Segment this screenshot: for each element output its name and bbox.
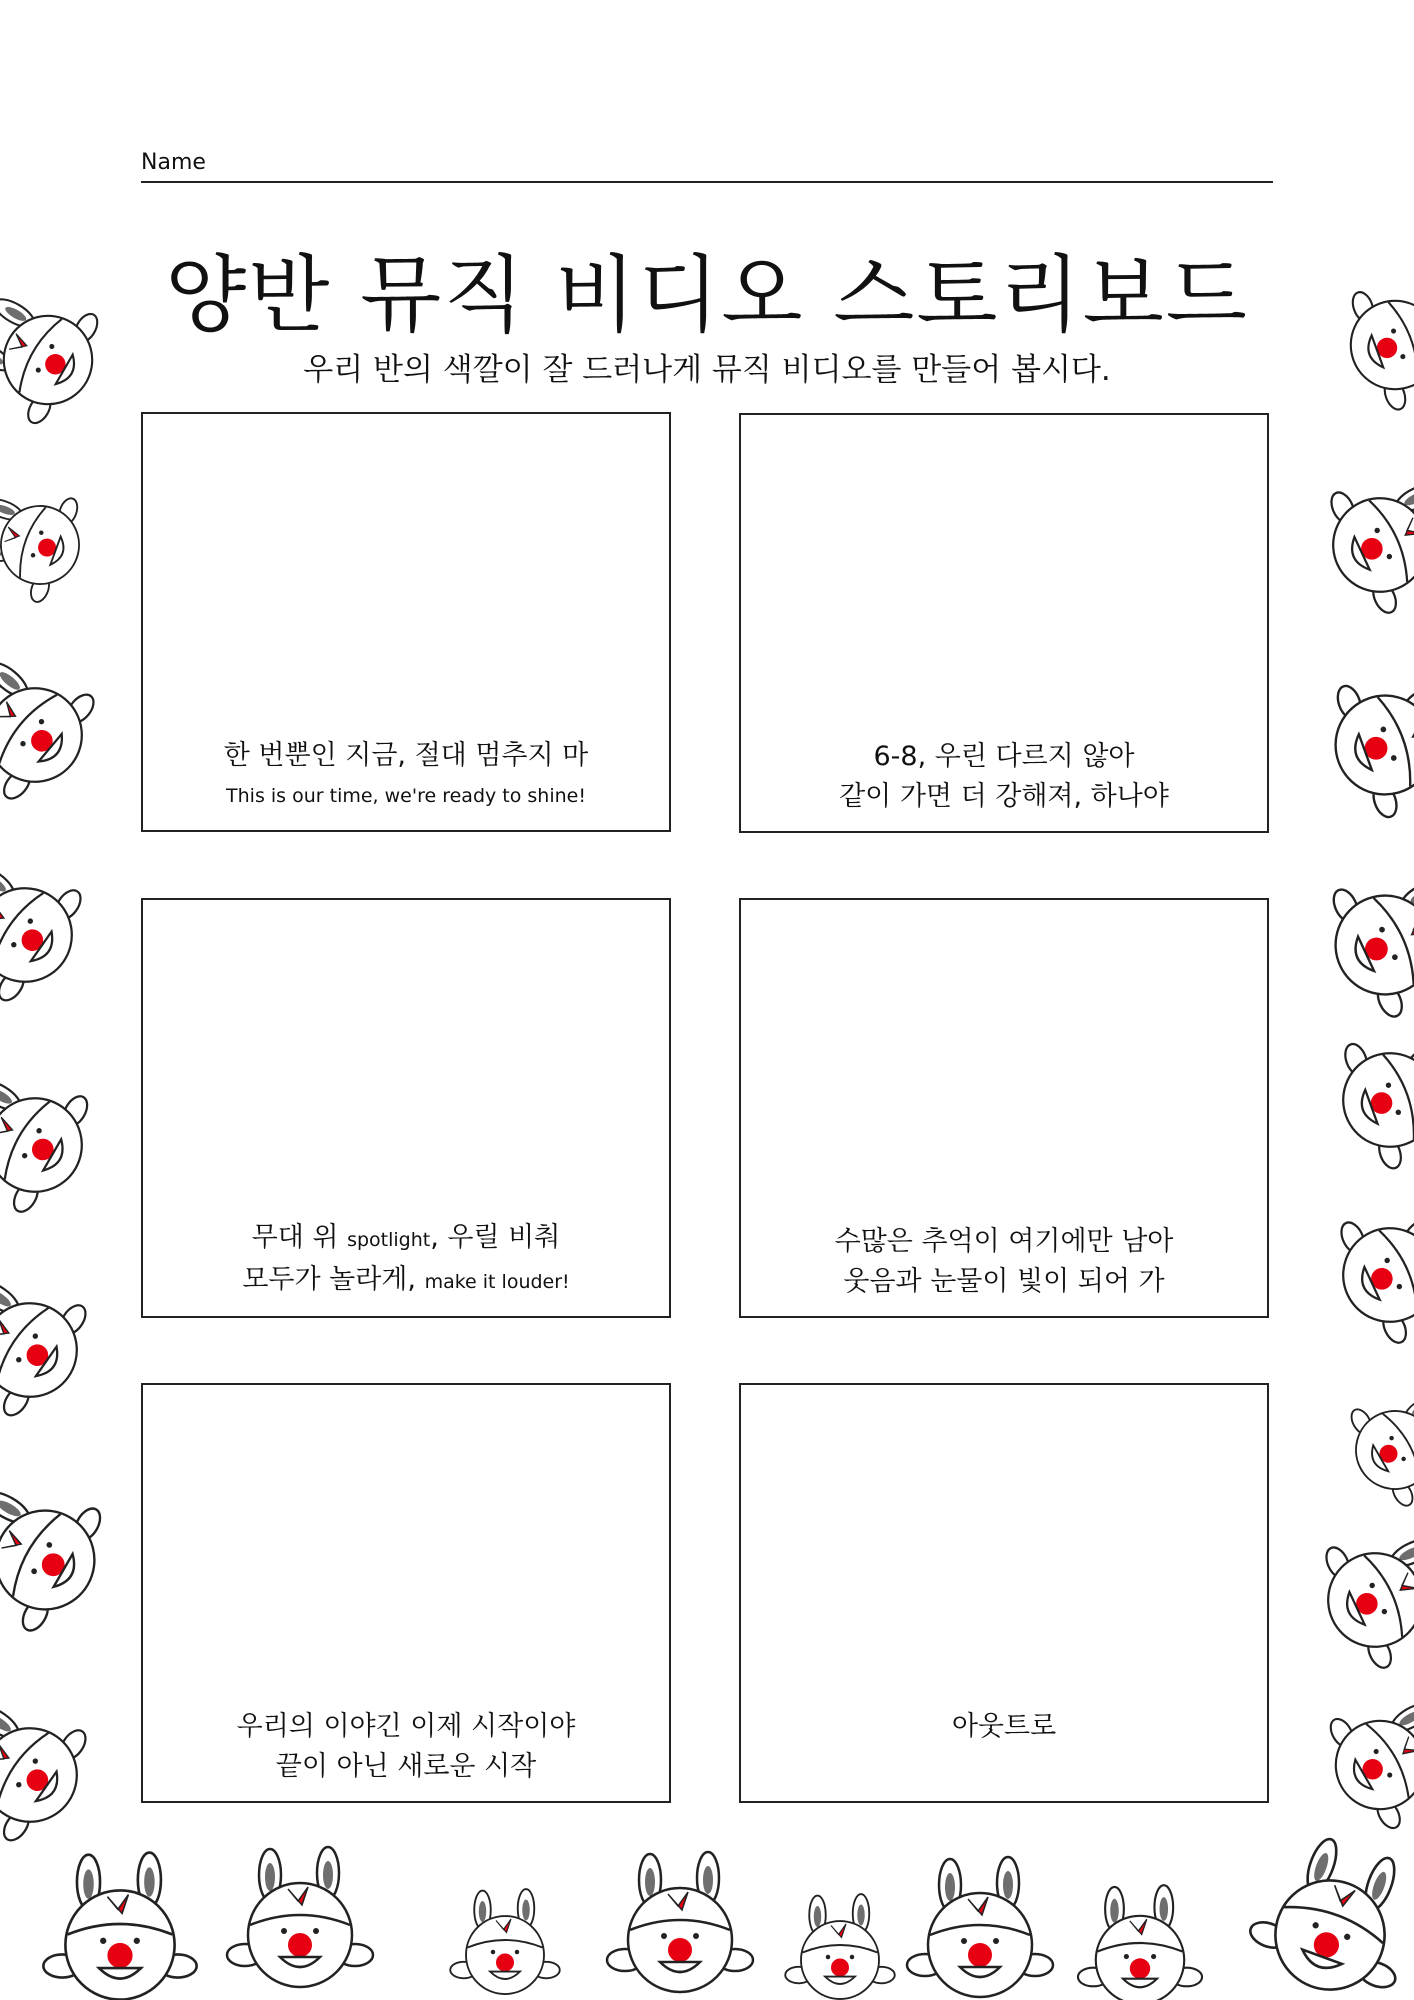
- caption-text: make it louder!: [424, 1271, 570, 1293]
- panel-caption: [741, 1222, 1267, 1302]
- page-title: 양반 뮤직 비디오 스토리보드: [165, 246, 1249, 344]
- caption-line-2: 끝이 아닌 새로운 시작: [275, 1751, 537, 1782]
- caption-line-1: 6-8, 우린 다르지 않아: [873, 741, 1135, 772]
- panel-caption: [143, 1707, 669, 1787]
- panel-caption: [143, 736, 669, 816]
- caption-line-1: 수많은 추억이 여기에만 남아: [834, 1226, 1174, 1257]
- caption-line-1: [143, 1218, 669, 1260]
- caption-line-2: This is our time, we're ready to shine!: [226, 785, 586, 807]
- caption-line-2: 같이 가면 더 강해져, 하나야: [839, 781, 1169, 812]
- page-subtitle: 우리 반의 색깔이 잘 드러나게 뮤직 비디오를 만들어 봅시다.: [303, 352, 1111, 388]
- storyboard-panel-3[interactable]: [141, 898, 671, 1318]
- panel-caption: [143, 1218, 669, 1302]
- panel-caption: [741, 737, 1267, 817]
- caption-line-2: 웃음과 눈물이 빛이 되어 가: [843, 1266, 1165, 1297]
- caption-text: spotlight: [347, 1229, 431, 1251]
- caption-text: 무대 위: [251, 1222, 348, 1253]
- name-label: Name: [141, 150, 206, 175]
- caption-text: 모두가 놀라게,: [242, 1264, 425, 1295]
- caption-line-1: 한 번뿐인 지금, 절대 멈추지 마: [223, 740, 589, 771]
- caption-text: , 우릴 비춰: [430, 1222, 561, 1253]
- storyboard-panel-4[interactable]: [739, 898, 1269, 1318]
- storyboard-panel-2[interactable]: [739, 413, 1269, 833]
- caption-line-1: 우리의 이야긴 이제 시작이야: [236, 1711, 576, 1742]
- panel-caption: [741, 1707, 1267, 1747]
- name-row: [141, 145, 1273, 183]
- storyboard-panel-5[interactable]: [141, 1383, 671, 1803]
- storyboard-panel-1[interactable]: [141, 412, 671, 832]
- storyboard-panel-6[interactable]: [739, 1383, 1269, 1803]
- caption-line-1: 아웃트로: [951, 1711, 1057, 1742]
- caption-line-2: [143, 1260, 669, 1302]
